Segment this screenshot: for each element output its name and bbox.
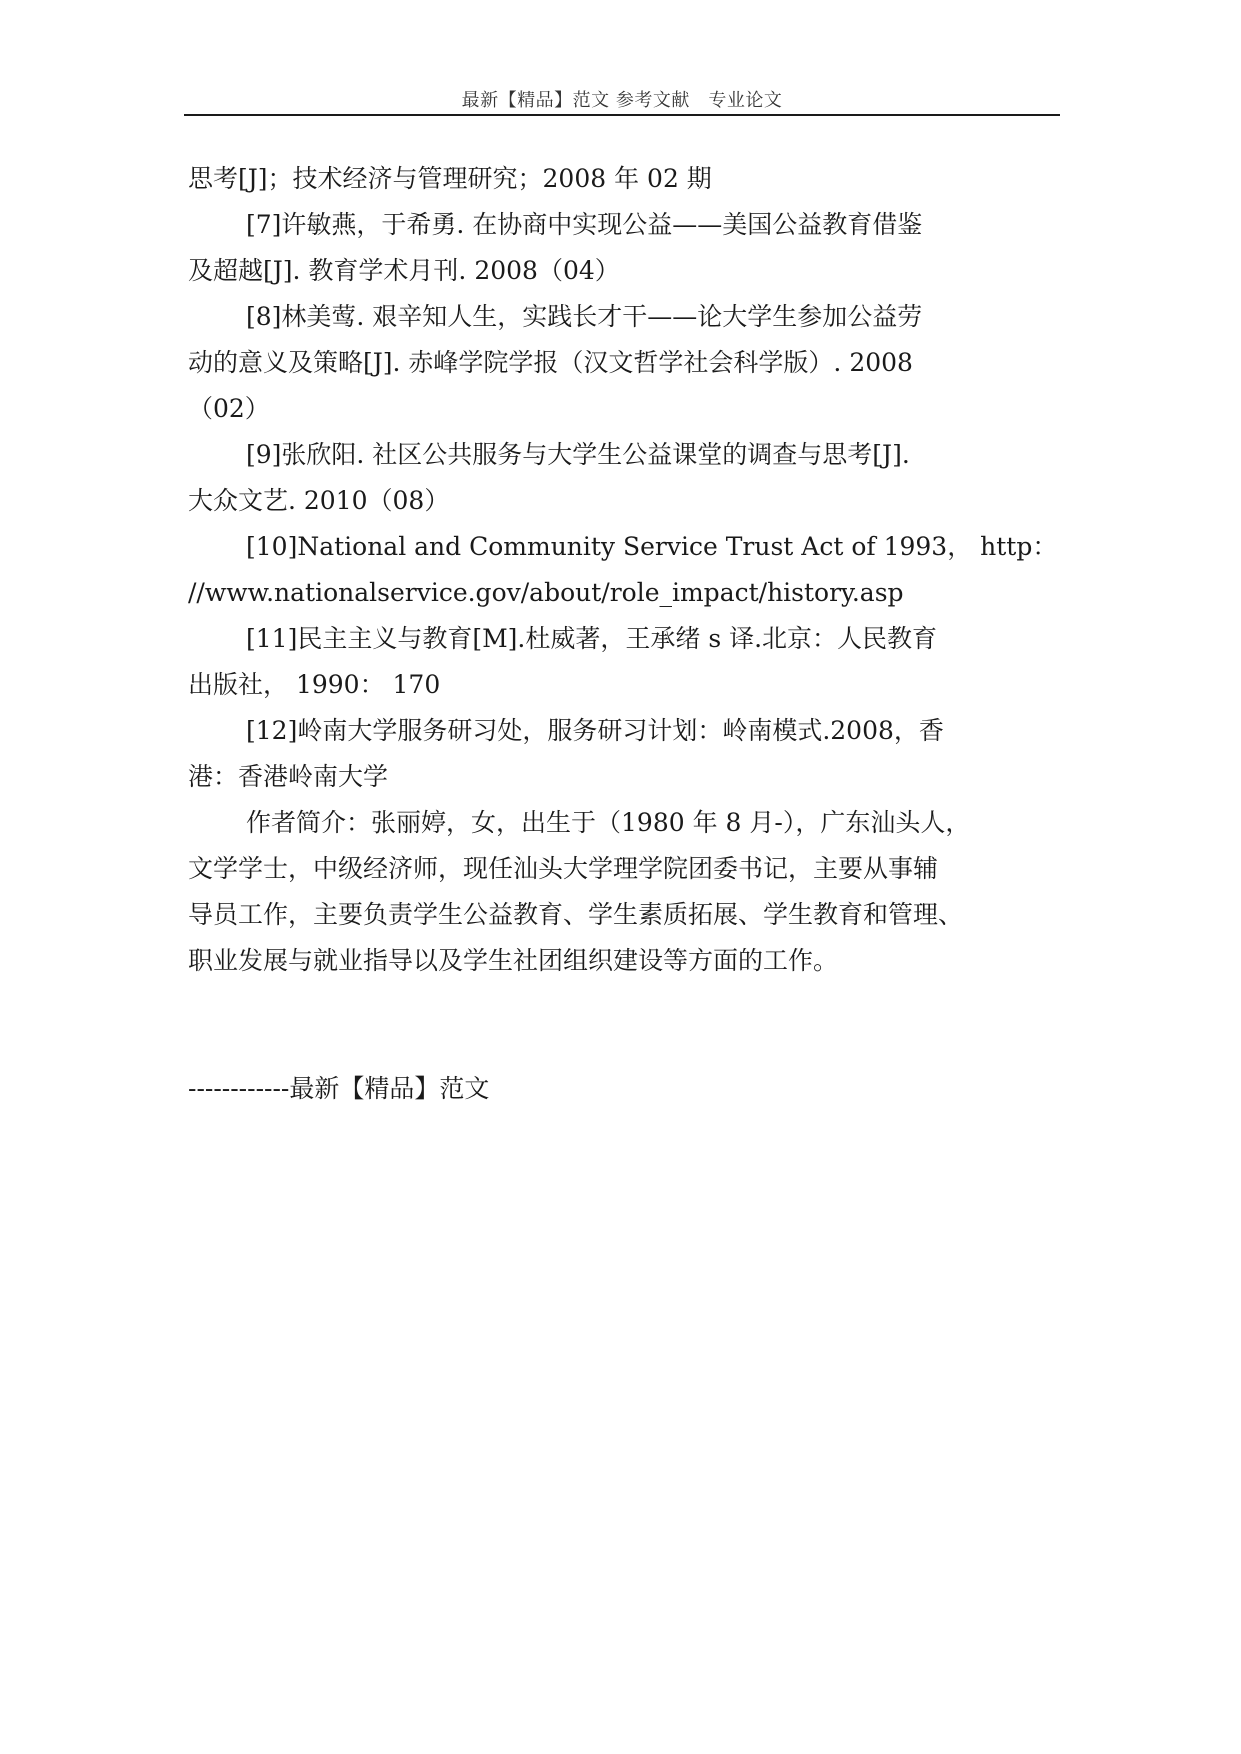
text-line: 港：香港岭南大学 [188, 762, 389, 791]
text-line: [7]许敏燕，于希勇. 在协商中实现公益——美国公益教育借鉴 [246, 210, 923, 239]
page-header: 最新【精品】范文 参考文献 专业论文 [461, 90, 783, 111]
text-line: 作者简介：张丽婷，女，出生于（1980 年 8 月-），广东汕头人， [246, 808, 971, 837]
text-line: [10]National and Community Service Trust Act of 1993， http： [246, 532, 1058, 561]
text-line: 大众文艺. 2010（08） [188, 486, 450, 515]
text-line: 思考[J]；技术经济与管理研究；2008 年 02 期 [188, 164, 712, 193]
header-divider [184, 114, 1060, 116]
text-line: 导员工作，主要负责学生公益教育、学生素质拓展、学生教育和管理、 [188, 900, 964, 929]
text-line: 动的意义及策略[J]. 赤峰学院学报（汉文哲学社会科学版）. 2008 [188, 348, 913, 377]
text-line: 出版社， 1990： 170 [188, 670, 441, 699]
footer-text: ------------最新【精品】范文 [188, 1074, 490, 1103]
text-line: [9]张欣阳. 社区公共服务与大学生公益课堂的调查与思考[J]. [246, 440, 910, 469]
text-line: （02） [188, 394, 270, 423]
text-line: 职业发展与就业指导以及学生社团组织建设等方面的工作。 [188, 946, 839, 975]
text-line: [8]林美莺. 艰辛知人生，实践长才干——论大学生参加公益劳 [246, 302, 923, 331]
document-body [188, 156, 1058, 984]
text-line: 文学学士，中级经济师，现任汕头大学理学院团委书记，主要从事辅 [188, 854, 939, 883]
text-line: //www.nationalservice.gov/about/role_impact/history.asp [188, 578, 904, 607]
text-line: 及超越[J]. 教育学术月刊. 2008（04） [188, 256, 620, 285]
text-line: [12]岭南大学服务研习处，服务研习计划：岭南模式.2008，香 [246, 716, 944, 745]
text-line: [11]民主主义与教育[M].杜威著，王承绪 s 译.北京：人民教育 [246, 624, 938, 653]
